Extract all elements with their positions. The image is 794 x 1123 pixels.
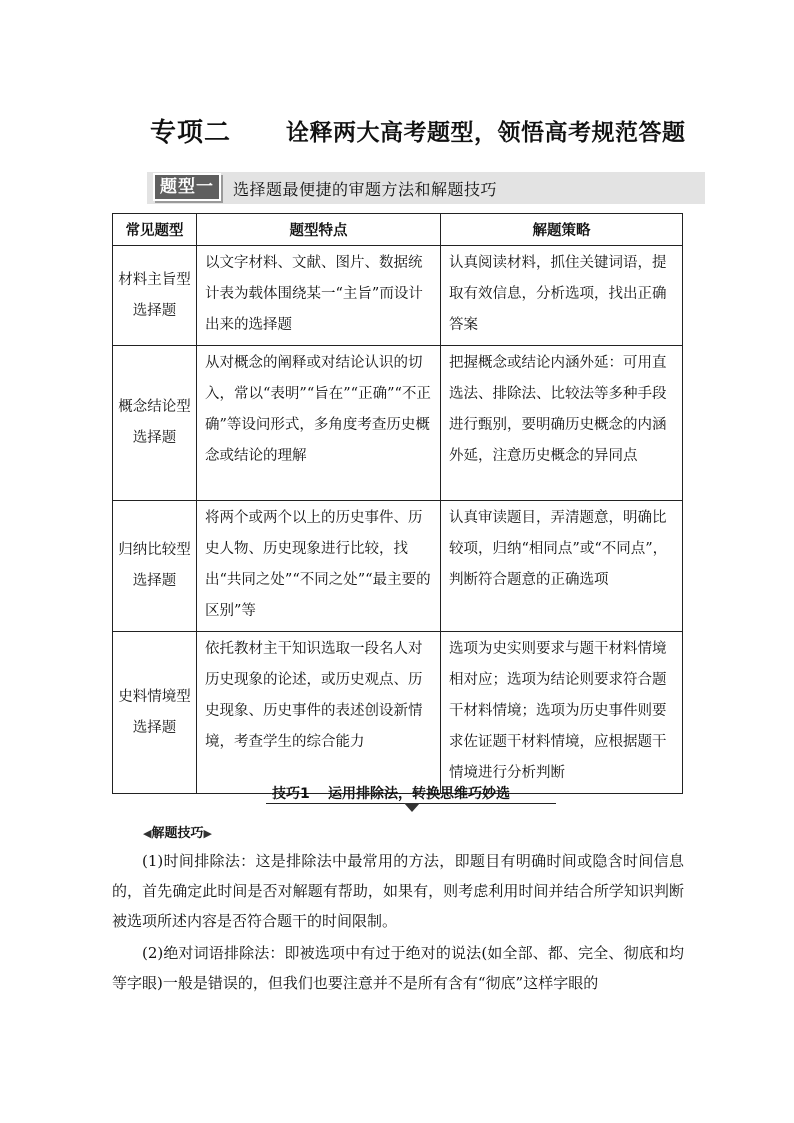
topic-title: 诠释两大高考题型，领悟高考规范答题: [286, 120, 686, 146]
strategy-cell: 选项为史实则要求与题干材料情境相对应；选项为结论则要求符合题干材料情境；选项为历史事件则要求佐证题干材料情境，应根据题干情境进行分析判断: [441, 632, 683, 794]
feature-cell: 将两个或两个以上的历史事件、历史人物、历史现象进行比较，找出“共同之处”“不同之处”“最主要的区别”等: [197, 501, 441, 632]
topic-number: 专项二: [150, 118, 232, 148]
section-title: 选择题最便捷的审题方法和解题技巧: [233, 180, 498, 199]
question-type-cell: 概念结论型选择题: [113, 346, 197, 501]
skill-heading: [266, 781, 556, 804]
feature-cell: 依托教材主干知识选取一段名人对历史现象的论述，或历史观点、历史现象、历史事件的表述创设新情境，考查学生的综合能力: [197, 632, 441, 794]
tips-heading: [143, 822, 212, 841]
triangle-right-icon: ▶: [203, 827, 212, 840]
down-arrow-icon: [404, 803, 420, 812]
table-header-row: [113, 214, 683, 246]
column-header: 解题策略: [441, 214, 683, 246]
table-row: [113, 346, 683, 501]
skill-label: 技巧1: [272, 786, 310, 802]
strategy-cell: 把握概念或结论内涵外延：可用直选法、排除法、比较法等多种手段进行甄别，要明确历史概念的内涵外延，注意历史概念的异同点: [441, 346, 683, 501]
paragraph: [112, 846, 684, 936]
strategy-cell: 认真审读题目，弄清题意，明确比较项，归纳“相同点”或“不同点”，判断符合题意的正确选项: [441, 501, 683, 632]
paragraph-text: (2)绝对词语排除法：即被选项中有过于绝对的说法(如全部、都、完全、彻底和均等字眼)一般是错误的，但我们也要注意并不是所有含有“彻底”这样字眼的: [112, 944, 684, 992]
feature-cell: 从对概念的阐释或对结论认识的切入，常以“表明”“旨在”“正确”“不正确”等设问形式，多角度考查历史概念或结论的理解: [197, 346, 441, 501]
paragraph: [112, 938, 684, 998]
table-row: [113, 501, 683, 632]
question-type-cell: 史料情境型选择题: [113, 632, 197, 794]
strategy-cell: 认真阅读材料，抓住关键词语，提取有效信息，分析选项，找出正确答案: [441, 246, 683, 346]
paragraph-text: (1)时间排除法：这是排除法中最常用的方法，即题目有明确时间或隐含时间信息的，首先确定此时间是否对解题有帮助，如果有，则考虑利用时间并结合所学知识判断被选项所述内容是否符合题干的时间限制。: [112, 852, 684, 930]
triangle-left-icon: ◀: [143, 827, 152, 840]
feature-cell: 以文字材料、文献、图片、数据统计表为载体围绕某一“主旨”而设计出来的选择题: [197, 246, 441, 346]
question-type-cell: 归纳比较型选择题: [113, 501, 197, 632]
section-header-bar: [147, 172, 705, 204]
page-title: [150, 112, 710, 148]
skill-title: 运用排除法，转换思维巧妙选: [328, 786, 510, 802]
question-type-table: [112, 213, 683, 794]
question-type-cell: 材料主旨型选择题: [113, 246, 197, 346]
column-header: 常见题型: [113, 214, 197, 246]
table-row: [113, 632, 683, 794]
tips-label: 解题技巧: [151, 826, 204, 841]
column-header: 题型特点: [197, 214, 441, 246]
section-tag: 题型一: [153, 173, 221, 201]
table-row: [113, 246, 683, 346]
